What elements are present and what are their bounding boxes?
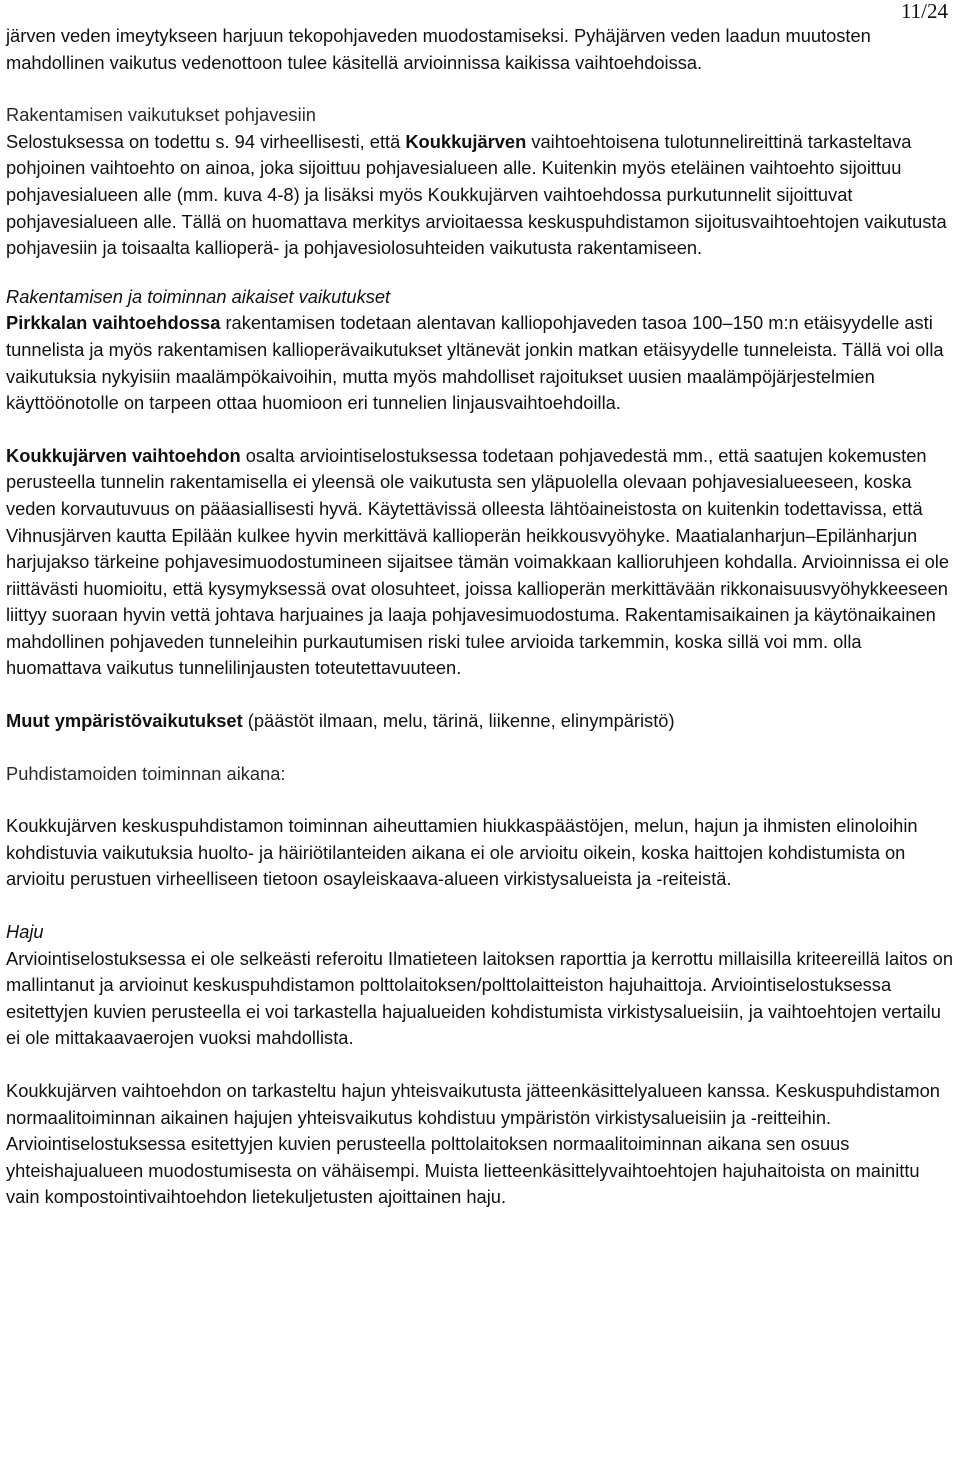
- groundwater-paragraph: [6, 129, 956, 262]
- odor-paragraph-2: Koukkujärven vaihtoehdon on tarkasteltu hajun yhteisvaikutusta jätteenkäsittelyalueen kanssa. Keskuspuhdistamon normaalitoiminnan aikainen hajujen yhteisvaikutus kohdistuu ympäristön virkistysalueisiin ja -reitteihin. Arviointiselostuksessa esitettyjen kuvien perusteella polttolaitoksen normaalitoiminnan aikana sen osuus yhteishajualueen muodostumisesta on vähäisempi. Muista lietteenkäsittelyvaihtoehtojen hajuhaitoista on mainittu vain kompostointivaihtoehdon lietekuljetusten ajoittainen haju.: [6, 1080, 940, 1208]
- intro-paragraph: järven veden imeytykseen harjuun tekopohjaveden muodostamiseksi. Pyhäjärven veden laadun muutosten mahdollinen vaikutus vedenottoon tulee käsitellä arvioinnissa kaikissa vaihtoehdoissa.: [6, 25, 871, 73]
- koukkujarvi-paragraph: [6, 443, 956, 682]
- page-number: 11/24: [900, 0, 948, 23]
- groundwater-heading: Rakentamisen vaikutukset pohjavesiin: [6, 104, 316, 126]
- odor-heading: Haju: [6, 921, 44, 943]
- operation-paragraph: Koukkujärven keskuspuhdistamon toiminnan aiheuttamien hiukkaspäästöjen, melun, hajun ja ihmisten elinoloihin kohdistuvia vaikutuksia huolto- ja häiriötilanteiden aikana ei ole arvioitu oikein, koska haittojen kohdistumista on arvioitu perustuen virheelliseen tietoon osayleiskaava-alueen virkistysalueista ja -reiteistä.: [6, 815, 918, 890]
- other-impacts-heading: [6, 708, 956, 735]
- pirkkala-emphasis: Pirkkalan vaihtoehdossa: [6, 312, 221, 334]
- other-impacts-title: Muut ympäristövaikutukset: [6, 710, 243, 732]
- koukkujarvi-emphasis: Koukkujärven: [405, 130, 527, 152]
- groundwater-text-b: vaihtoehtoisena tulotunnelireittinä tarkasteltava pohjoinen vaihtoehto on ainoa, joka sijoittuu pohjavesialueen alle. Kuitenkin myös eteläinen vaihtoehto sijoittuu pohjavesialueen alle (mm. kuva 4-8) ja lisäksi myös Koukkujärven vaihtoehdossa purkutunnelit sijoittuvat pohjavesialueen alle. Tällä on huomattava merkitys arvioitaessa keskuspuhdistamon sijoitusvaihtoehtojen vaikutusta pohjavesiin ja toisaalta kallioperä- ja pohjavesiolosuhteiden vaikutusta rakentamiseen.: [6, 130, 947, 259]
- document-body: [6, 23, 956, 1211]
- koukkujarvi-text: osalta arviointiselostuksessa todetaan pohjavedestä mm., että saatujen kokemusten perusteella tunnelin rakentamisella ei yleensä ole vaikutusta sen yläpuolella olevaan pohjavesialueeseen, koska veden korvautuvuus on pääasiallisesti hyvä. Käytettävissä olleesta lähtöaineistosta on kuitenkin todettavissa, että Vihnusjärven kautta Epilään kulkee hyvin merkittävä kallioperän heikkousvyöhyke. Maatialanharjun–Epilänharjun harjujakso tärkeine pohjavesimuodostumineen sijaitsee tämän voimakkaan kallioruhjeen kohdalla. Arvioinnissa ei ole riittävästi huomioitu, että kysymyksessä ovat olosuhteet, joissa kallioperän merkittävään rikkonaisuusvyöhykkeeseen liittyy suoraan hyvin vettä johtava harjuaines ja laaja pohjavesimuodostuma. Rakentamisaikainen ja käytönaikainen mahdollinen pohjaveden tunneleihin purkautumisen riski tulee arvioida tarkemmin, koska sillä voi mm. olla huomattava vaikutus tunnelilinjausten toteutettavuuteen.: [6, 444, 950, 679]
- other-impacts-subtitle: (päästöt ilmaan, melu, tärinä, liikenne, elinympäristö): [242, 710, 675, 732]
- operation-heading: Puhdistamoiden toiminnan aikana:: [6, 762, 286, 784]
- groundwater-text-a: Selostuksessa on todettu s. 94 virheellisesti, että: [6, 130, 406, 152]
- pirkkala-text: rakentamisen todetaan alentavan kalliopohjaveden tasoa 100–150 m:n etäisyydelle asti tunnelista ja myös rakentamisen kallioperävaikutukset yltänevät jonkin matkan etäisyydelle tunneleista. Tällä voi olla vaikutuksia nykyisiin maalämpökaivoihin, mutta myös mahdolliset rajoitukset uusien maalämpöjärjestelmien käyttöönotolle on tarpeen ottaa huomioon eri tunnelien linjausvaihtoehdoilla.: [6, 312, 944, 414]
- construction-heading: Rakentamisen ja toiminnan aikaiset vaikutukset: [6, 285, 391, 307]
- pirkkala-paragraph: [6, 310, 956, 416]
- koukkujarvi-alt-emphasis: Koukkujärven vaihtoehdon: [6, 444, 241, 466]
- odor-paragraph: Arviointiselostuksessa ei ole selkeästi referoitu Ilmatieteen laitoksen raporttia ja kerrottu millaisilla kriteereillä laitos on mallintanut ja arvioinut keskuspuhdistamon polttolaitoksen/polttolaitteiston hajuhaittoja. Arviointiselostuksessa esitettyjen kuvien perusteella ei voi tarkastella hajualueiden kohdistumista virkistysalueisiin, ja vaihtoehtojen vertailu ei ole mittakaavaerojen vuoksi mahdollista.: [6, 947, 953, 1049]
